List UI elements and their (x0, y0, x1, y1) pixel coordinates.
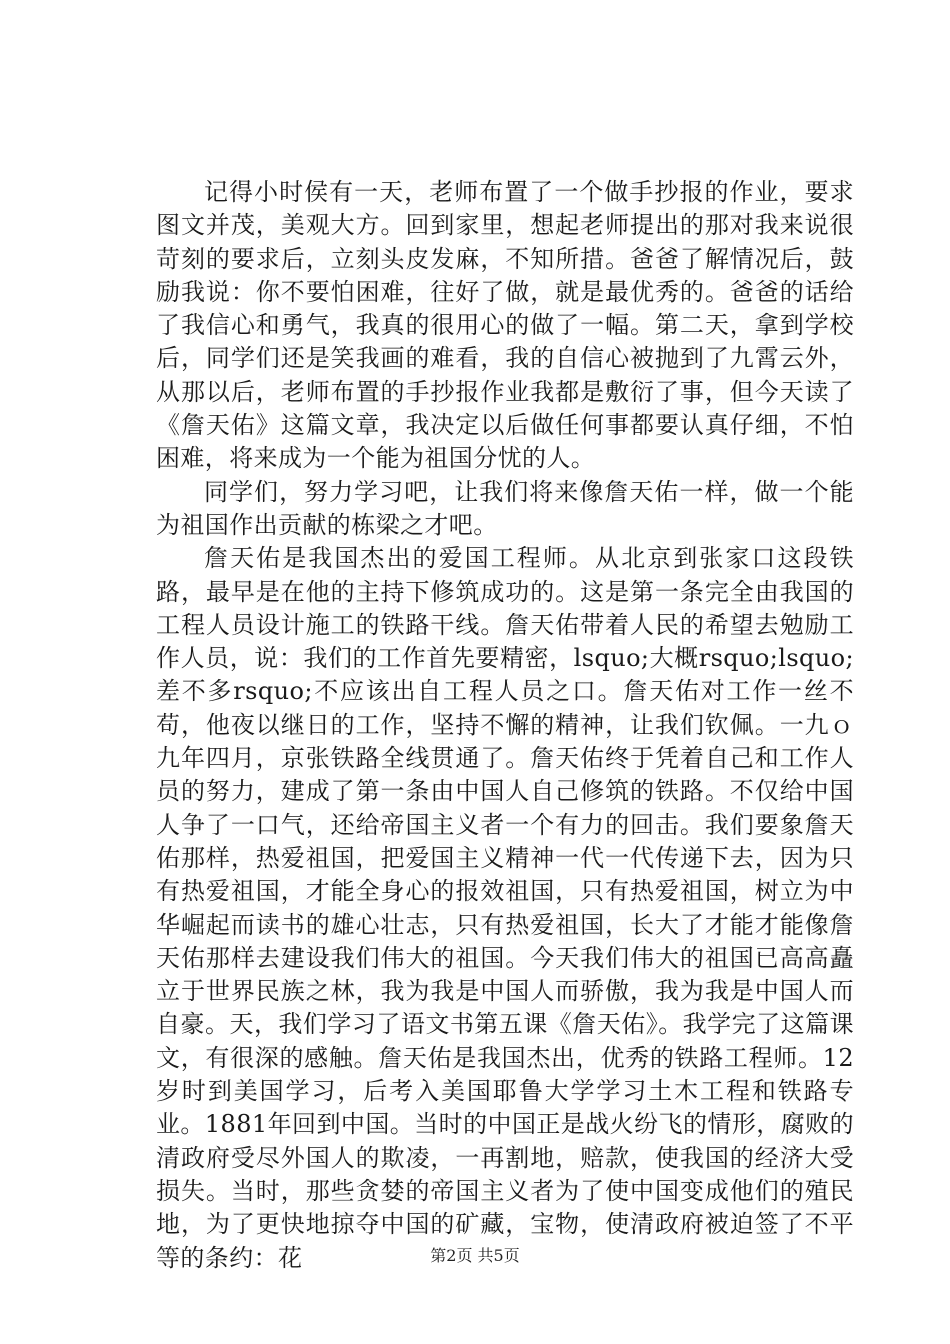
page-number-footer: 第2页 共5页 (430, 1246, 520, 1265)
paragraph-zhan-tianyou: 詹天佑是我国杰出的爱国工程师。从北京到张家口这段铁路，最早是在他的主持下修筑成功的。这是第一条完全由我国的工程人员设计施工的铁路干线。詹天佑带着人民的希望去勉励工作人员，说：我们的工作首先要精密，lsquo;大概rsquo;lsquo;差不多rsquo;不应该出自工程人员之口。詹天佑对工作一丝不苟，他夜以继日的工作，坚持不懈的精神，让我们钦佩。一九ｏ九年四月，京张铁路全线贯通了。詹天佑终于凭着自己和工作人员的努力，建成了第一条由中国人自己修筑的铁路。不仅给中国人争了一口气，还给帝国主义者一个有力的回击。我们要象詹天佑那样，热爱祖国，把爱国主义精神一代一代传递下去，因为只有热爱祖国，才能全身心的报效祖国，只有热爱祖国，树立为中华崛起而读书的雄心壮志，只有热爱祖国，长大了才能才能像詹天佑那样去建设我们伟大的祖国。今天我们伟大的祖国已高高矗立于世界民族之林，我为我是中国人而骄傲，我为我是中国人而自豪。天，我们学习了语文书第五课《詹天佑》。我学完了这篇课文，有很深的感触。詹天佑是我国杰出，优秀的铁路工程师。12岁时到美国学习，后考入美国耶鲁大学学习土木工程和铁路专业。1881年回到中国。当时的中国正是战火纷飞的情形，腐败的清政府受尽外国人的欺凌，一再割地，赔款，使我国的经济大受损失。当时，那些贪婪的帝国主义者为了使中国变成他们的殖民地，为了更快地掠夺中国的矿藏，宝物，使清政府被迫签了不平等的条约：花 (156, 544, 854, 1272)
document-body (156, 176, 854, 1275)
paragraph-encouragement: 同学们，努力学习吧，让我们将来像詹天佑一样，做一个能为祖国作出贡献的栋梁之才吧。 (156, 477, 854, 539)
paragraph-memory: 记得小时侯有一天，老师布置了一个做手抄报的作业，要求图文并茂，美观大方。回到家里，想起老师提出的那对我来说很苛刻的要求后，立刻头皮发麻，不知所措。爸爸了解情况后，鼓励我说：你不要怕困难，往好了做，就是最优秀的。爸爸的话给了我信心和勇气，我真的很用心的做了一幅。第二天，拿到学校后，同学们还是笑我画的难看，我的自信心被抛到了九霄云外，从那以后，老师布置的手抄报作业我都是敷衍了事，但今天读了《詹天佑》这篇文章，我决定以后做任何事都要认真仔细，不怕困难，将来成为一个能为祖国分忧的人。 (156, 178, 854, 473)
